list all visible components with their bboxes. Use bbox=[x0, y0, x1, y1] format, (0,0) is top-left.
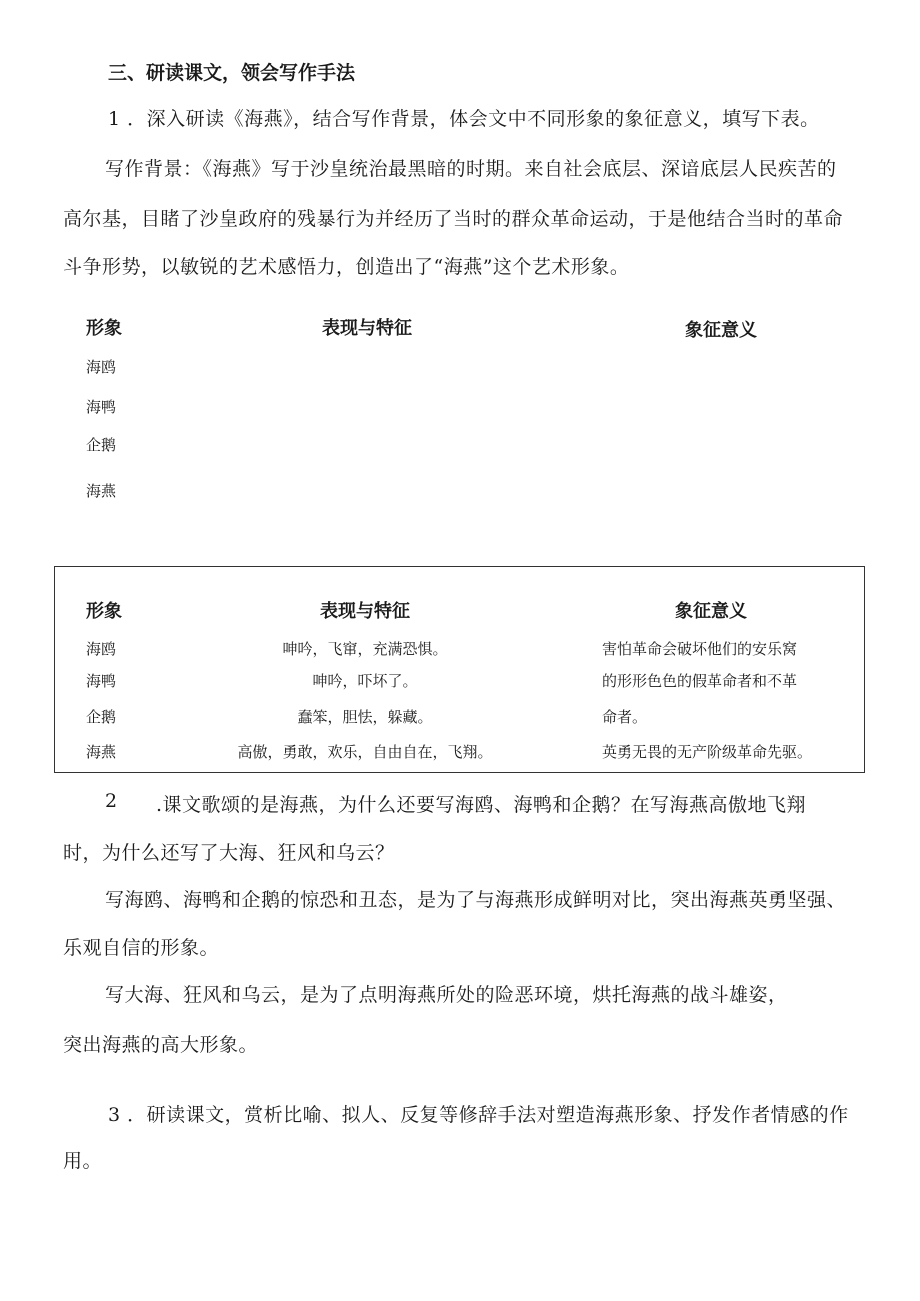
answer-feature-duck: 呻吟，吓坏了。 bbox=[312, 672, 418, 690]
answer-image-petrel: 海燕 bbox=[86, 743, 117, 761]
background-line-1: 写作背景：《海燕》写于沙皇统治最黑暗的时期。来自社会底层、深谙底层人民疾苦的 bbox=[105, 158, 837, 180]
blank-header-features: 表现与特征 bbox=[322, 318, 412, 339]
answer-image-seagull: 海鸥 bbox=[86, 640, 117, 658]
blank-row-seagull: 海鸥 bbox=[86, 358, 117, 376]
answer-meaning-line-1: 害怕革命会破坏他们的安乐窝 bbox=[602, 640, 798, 658]
answer-2a-line-2: 乐观自信的形象。 bbox=[63, 937, 220, 959]
blank-header-meaning: 象征意义 bbox=[685, 320, 757, 341]
question-2-line-1: .课文歌颂的是海燕，为什么还要写海鸥、海鸭和企鹅？在写海燕高傲地飞翔 bbox=[156, 794, 807, 816]
question-2-number: 2 bbox=[105, 790, 118, 812]
answer-meaning-line-4: 英勇无畏的无产阶级革命先驱。 bbox=[602, 743, 813, 761]
question-1-prompt: 1 ．深入研读《海燕》，结合写作背景，体会文中不同形象的象征意义，填写下表。 bbox=[108, 108, 820, 130]
blank-row-petrel: 海燕 bbox=[86, 482, 117, 500]
question-2-line-2: 时，为什么还写了大海、狂风和乌云？ bbox=[63, 842, 395, 864]
answer-image-duck: 海鸭 bbox=[86, 672, 117, 690]
question-3-line-2: 用。 bbox=[63, 1150, 103, 1172]
blank-header-image: 形象 bbox=[86, 318, 122, 339]
answer-meaning-line-2: 的形形色色的假革命者和不革 bbox=[602, 672, 798, 690]
question-3-line-1: 3 ．研读课文，赏析比喻、拟人、反复等修辞手法对塑造海燕形象、抒发作者情感的作 bbox=[108, 1104, 849, 1126]
answer-feature-seagull: 呻吟，飞窜，充满恐惧。 bbox=[282, 640, 448, 658]
answer-feature-petrel: 高傲，勇敢，欢乐，自由自在，飞翔。 bbox=[237, 743, 493, 761]
answer-header-features: 表现与特征 bbox=[320, 601, 410, 622]
answer-2a-line-1: 写海鸥、海鸭和企鹅的惊恐和丑态，是为了与海燕形成鲜明对比，突出海燕英勇坚强、 bbox=[105, 889, 847, 911]
blank-row-penguin: 企鹅 bbox=[86, 436, 117, 454]
section-heading: 三、研读课文，领会写作手法 bbox=[108, 62, 356, 84]
answer-feature-penguin: 蠢笨，胆怯，躲藏。 bbox=[297, 708, 433, 726]
answer-header-meaning: 象征意义 bbox=[675, 601, 747, 622]
answer-header-image: 形象 bbox=[86, 601, 122, 622]
answer-2b-line-2: 突出海燕的高大形象。 bbox=[63, 1034, 259, 1056]
answer-image-penguin: 企鹅 bbox=[86, 708, 117, 726]
background-line-2: 高尔基，目睹了沙皇政府的残暴行为并经历了当时的群众革命运动，于是他结合当时的革命 bbox=[63, 208, 844, 230]
answer-meaning-line-3: 命者。 bbox=[602, 708, 648, 726]
blank-row-duck: 海鸭 bbox=[86, 398, 117, 416]
answer-2b-line-1: 写大海、狂风和乌云，是为了点明海燕所处的险恶环境，烘托海燕的战斗雄姿， bbox=[105, 984, 788, 1006]
background-line-3: 斗争形势，以敏锐的艺术感悟力，创造出了“海燕”这个艺术形象。 bbox=[63, 256, 630, 278]
